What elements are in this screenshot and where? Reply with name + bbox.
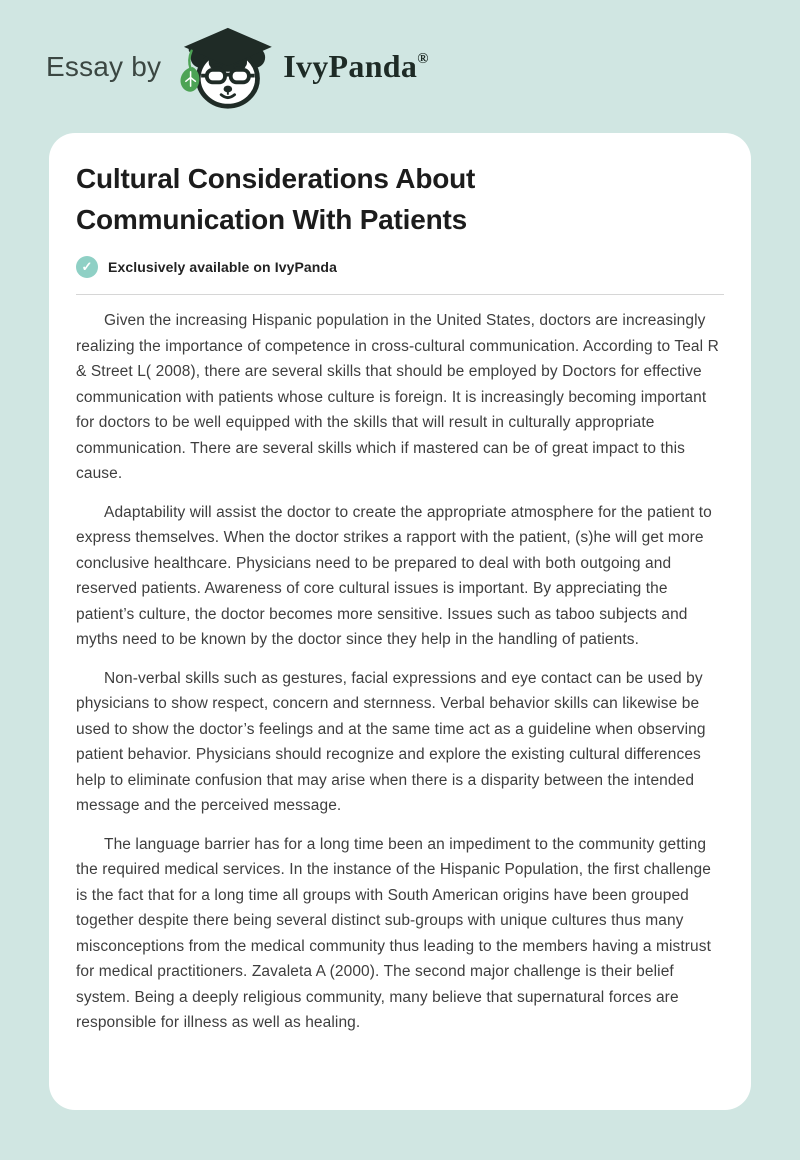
essay-card [49,133,751,1110]
essay-paragraph-2: Adaptability will assist the doctor to create the appropriate atmosphere for the patient to express themselves. When the doctor strikes a rapport with the patient, (s)he will get more conclusive healthcare. Physicians need to be prepared to deal with both outgoing and reserved patients. Awareness of core cultural issues is important. By appreciating the patient’s culture, the doctor becomes more sensitive. Issues such as taboo subjects and myths need to be known by the doctor since they help in the handling of patients. [76,503,712,648]
header [0,0,800,133]
title-line-1: Cultural Considerations About [76,163,476,194]
brand-name: IvyPanda [283,48,418,84]
check-icon: ✓ [76,256,98,278]
title-line-2: Communication With Patients [76,204,468,235]
brand-wordmark [283,48,429,85]
ivypanda-panda-logo-icon [175,24,275,110]
essay-paragraph-3: Non-verbal skills such as gestures, facial expressions and eye contact can be used by physicians to show respect, concern and sternness. Verbal behavior skills can likewise be used to show the doctor’s feelings and at the same time act as a guideline when observing patient behavior. Physicians should recognize and explore the existing cultural differences help to eliminate confusion that may arise when there is a disparity between the intended message and the perceived message. [76,669,706,814]
page-title [76,158,724,240]
availability-text: Exclusively available on IvyPanda [108,259,337,275]
availability-badge [76,256,724,278]
essay-paragraph-4: The language barrier has for a long time been an impediment to the community getting the required medical services. In the instance of the Hispanic Population, the first challenge is the fact that for a long time all groups with South American origins have been grouped together despite there being several distinct sub-groups with unique cultures thus many misconceptions from the medical community thus leading to the members having a mistrust for medical practitioners. Zavaleta A (2000). The second major challenge is their belief system. Being a deeply religious community, many believe that supernatural forces are responsible for illness as well as healing. [76,835,711,1031]
registered-trademark-symbol: ® [417,51,429,67]
essay-paragraph-1: Given the increasing Hispanic population in the United States, doctors are increasingly realizing the importance of competence in cross-cultural communication. According to Teal R & Street L( 2008), there are several skills that should be employed by Doctors for effective communication with patients whose culture is foreign. It is increasingly becoming important for doctors to be well equipped with the skills that will result in culturally appropriate communication. There are several skills which if mastered can be of great impact to this cause. [76,312,719,482]
essay-by-label: Essay by [46,50,162,82]
divider [76,294,724,295]
